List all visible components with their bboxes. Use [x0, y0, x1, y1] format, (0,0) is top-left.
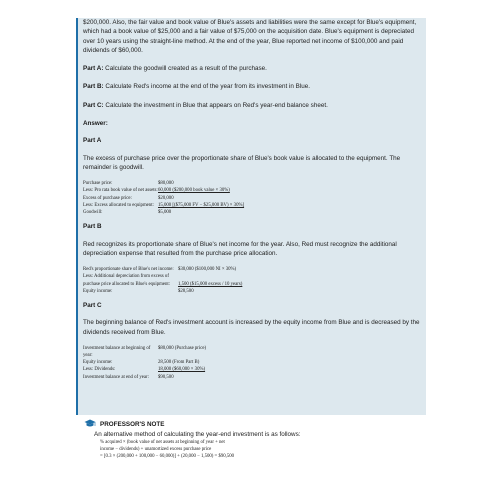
- part-b-text: Red recognizes its proportionate share of Blue's net income for the year. Also, Red must recognize the additional depreciation expense that resulted from the purchase price allocation.: [83, 240, 397, 257]
- calc-row: [83, 366, 421, 373]
- calc-value: $90,500: [158, 374, 174, 380]
- note-title: PROFESSOR'S NOTE: [100, 420, 165, 428]
- calc-value: 15,000 [($75,000 FV − $25,000 BV) × 30%]: [158, 202, 245, 208]
- part-a-calculation: [83, 180, 421, 216]
- calc-row: [83, 345, 421, 359]
- part-b-heading: Part B: [83, 223, 102, 231]
- calc-label: purchase price allocated to Blue's equipment:: [83, 281, 171, 287]
- intro-paragraph: $200,000. Also, the fair value and book value of Blue's assets and liabilities were the same except for Blue's equipment, which had a book value of $25,000 and a fair value of $75,000 on the acquisition date. Blue's equipment is depreciated over 10 years using the straight-line method. At the end of the year, Blue reported net income of $100,000 and paid dividends of $60,000.: [83, 19, 417, 54]
- calc-label: Excess of purchase price:: [83, 195, 132, 201]
- question-text: Calculate the goodwill created as a result of the purchase.: [103, 65, 267, 73]
- calc-row: [83, 359, 421, 366]
- note-formula-line: % acquired × (book value of net assets at beginning of year + net: [100, 440, 225, 445]
- part-c-calculation: [83, 345, 421, 381]
- calc-row: [83, 209, 421, 216]
- calc-label: Less: Additional depreciation from excess of: [83, 274, 169, 280]
- calc-label: Less: Excess allocated to equipment:: [83, 202, 154, 208]
- calc-label: Investment balance at end of year:: [83, 374, 149, 380]
- calc-row: [83, 180, 421, 187]
- part-a-text: The excess of purchase price over the proportionate share of Blue's book value is allocated to the equipment. The remainder is goodwill.: [83, 154, 401, 171]
- part-b-calculation: [83, 266, 421, 295]
- note-header: [84, 419, 424, 429]
- calc-row: [83, 195, 421, 202]
- calc-row: [83, 273, 421, 280]
- calc-value: $80,000: [158, 181, 174, 187]
- graduation-cap-icon: [84, 419, 96, 429]
- calc-row: [83, 374, 421, 381]
- calc-value: $30,000 ($100,000 NI × 30%): [178, 267, 237, 273]
- calc-label: Less: Dividends:: [83, 367, 116, 373]
- question-part-c: [83, 101, 421, 110]
- calc-label: Equity income:: [83, 360, 113, 366]
- question-label: Part B:: [83, 83, 104, 91]
- note-formula-line: = [0.3 × (200,000 + 100,000 − 60,000)] + (20,000 − 1,500) = $90,500: [100, 454, 235, 459]
- calc-label: Equity income:: [83, 288, 113, 294]
- calc-value: 28,500 (From Part B): [158, 360, 200, 366]
- calc-label: Red's proportionate share of Blue's net income:: [83, 267, 174, 273]
- calc-value: $28,500: [178, 288, 194, 294]
- example-content: [83, 18, 421, 387]
- question-text: Calculate the investment in Blue that appears on Red's year-end balance sheet.: [103, 101, 328, 109]
- calc-row: [83, 202, 421, 209]
- calc-label: Less: Pro rata book value of net assets:: [83, 188, 158, 194]
- calc-label: Goodwill:: [83, 210, 103, 216]
- calc-value: 60,000 ($200,000 book value × 30%): [158, 188, 230, 194]
- calc-value: 18,000 ($60,000 × 30%): [158, 367, 206, 373]
- calc-value: $20,000: [158, 195, 174, 201]
- note-text: An alternative method of calculating the year-end investment is as follows:: [94, 431, 301, 438]
- part-c-heading: Part C: [83, 301, 102, 309]
- calc-row: [83, 187, 421, 194]
- answer-heading: Answer:: [83, 120, 108, 128]
- calc-row: [83, 288, 421, 295]
- calc-row: [83, 266, 421, 273]
- question-text: Calculate Red's income at the end of the year from its investment in Blue.: [103, 83, 310, 91]
- question-part-b: [83, 82, 421, 91]
- calc-label: Purchase price:: [83, 181, 113, 187]
- part-a-heading: Part A: [83, 137, 102, 145]
- calc-value: $80,000 (Purchase price): [158, 345, 207, 351]
- calc-row: [83, 281, 421, 288]
- calc-label: Investment balance at beginning of year:: [83, 345, 151, 359]
- question-label: Part A:: [83, 65, 104, 73]
- note-formula-line: income − dividends) + unamortized excess purchase price: [100, 447, 212, 452]
- professors-note: [84, 419, 424, 460]
- calc-value: 1,500 ($15,000 excess / 10 years): [178, 281, 243, 287]
- question-part-a: [83, 64, 421, 73]
- part-c-text: The beginning balance of Red's investment account is increased by the equity income from Blue and is decreased by the dividends received from Blue.: [83, 319, 420, 336]
- calc-value: $5,000: [158, 210, 172, 216]
- question-label: Part C:: [83, 101, 104, 109]
